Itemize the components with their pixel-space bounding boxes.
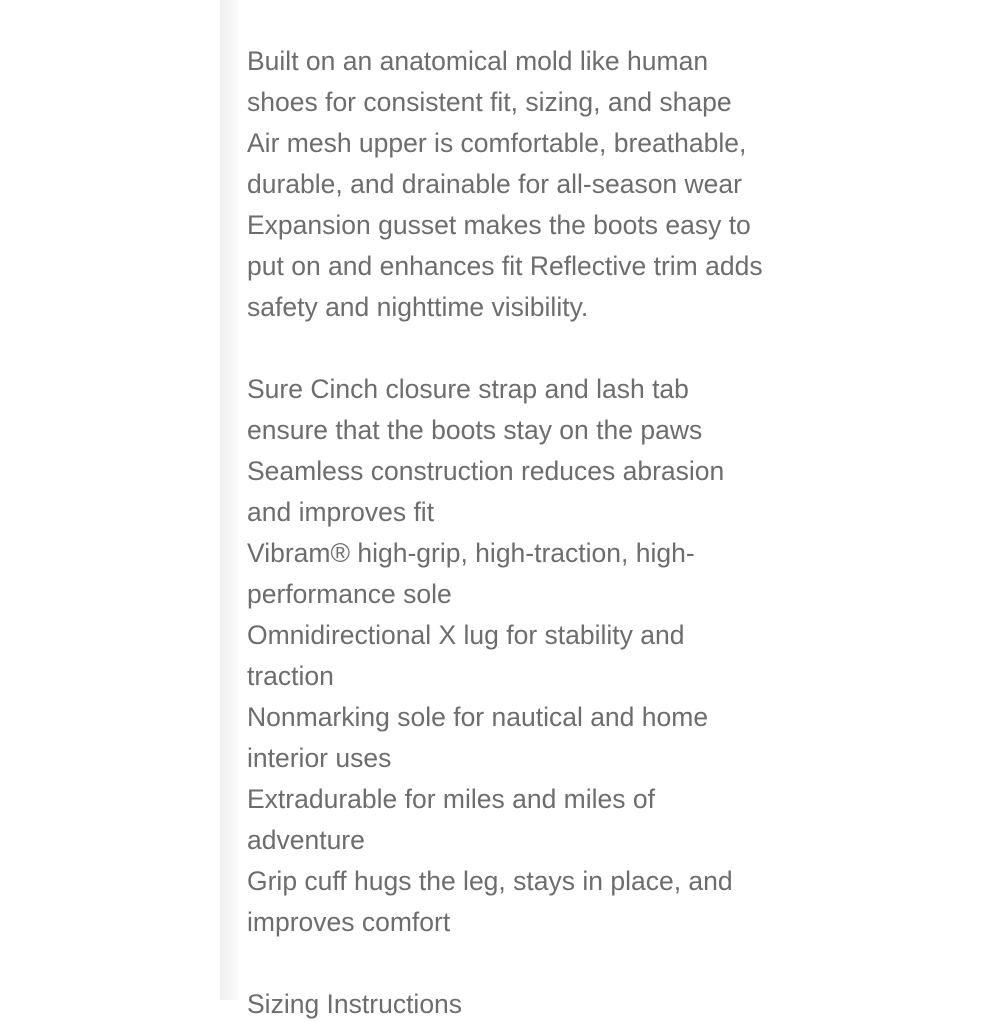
features-paragraph-1 <box>247 41 807 328</box>
text-line: put on and enhances fit Reflective trim adds <box>247 251 763 281</box>
text-line: traction <box>247 661 334 691</box>
text-line: and improves fit <box>247 497 435 527</box>
features-paragraph-2 <box>247 369 807 943</box>
text-line: Extradurable for miles and miles of <box>247 784 655 814</box>
text-line: improves comfort <box>247 907 451 937</box>
text-line: Sure Cinch closure strap and lash tab <box>247 374 689 404</box>
text-line: Seamless construction reduces abrasion <box>247 456 725 486</box>
text-line: Nonmarking sole for nautical and home <box>247 702 709 732</box>
text-line: performance sole <box>247 579 452 609</box>
product-description-text <box>247 41 807 1025</box>
text-line: Built on an anatomical mold like human <box>247 46 709 76</box>
paragraph-spacer <box>247 328 807 369</box>
text-line: ensure that the boots stay on the paws <box>247 415 703 445</box>
paragraph-spacer <box>247 943 807 984</box>
left-margin-strip <box>220 0 238 1000</box>
text-line: interior uses <box>247 743 392 773</box>
text-line: safety and nighttime visibility. <box>247 292 589 322</box>
sizing-instructions-heading: Sizing Instructions <box>247 989 463 1019</box>
text-line: durable, and drainable for all-season wear <box>247 169 742 199</box>
text-line: adventure <box>247 825 365 855</box>
text-line: Expansion gusset makes the boots easy to <box>247 210 751 240</box>
text-line: shoes for consistent fit, sizing, and shape <box>247 87 732 117</box>
text-line: Air mesh upper is comfortable, breathable, <box>247 128 747 158</box>
text-line: Omnidirectional X lug for stability and <box>247 620 685 650</box>
text-line: Grip cuff hugs the leg, stays in place, and <box>247 866 733 896</box>
text-line: Vibram® high-grip, high-traction, high- <box>247 538 695 568</box>
